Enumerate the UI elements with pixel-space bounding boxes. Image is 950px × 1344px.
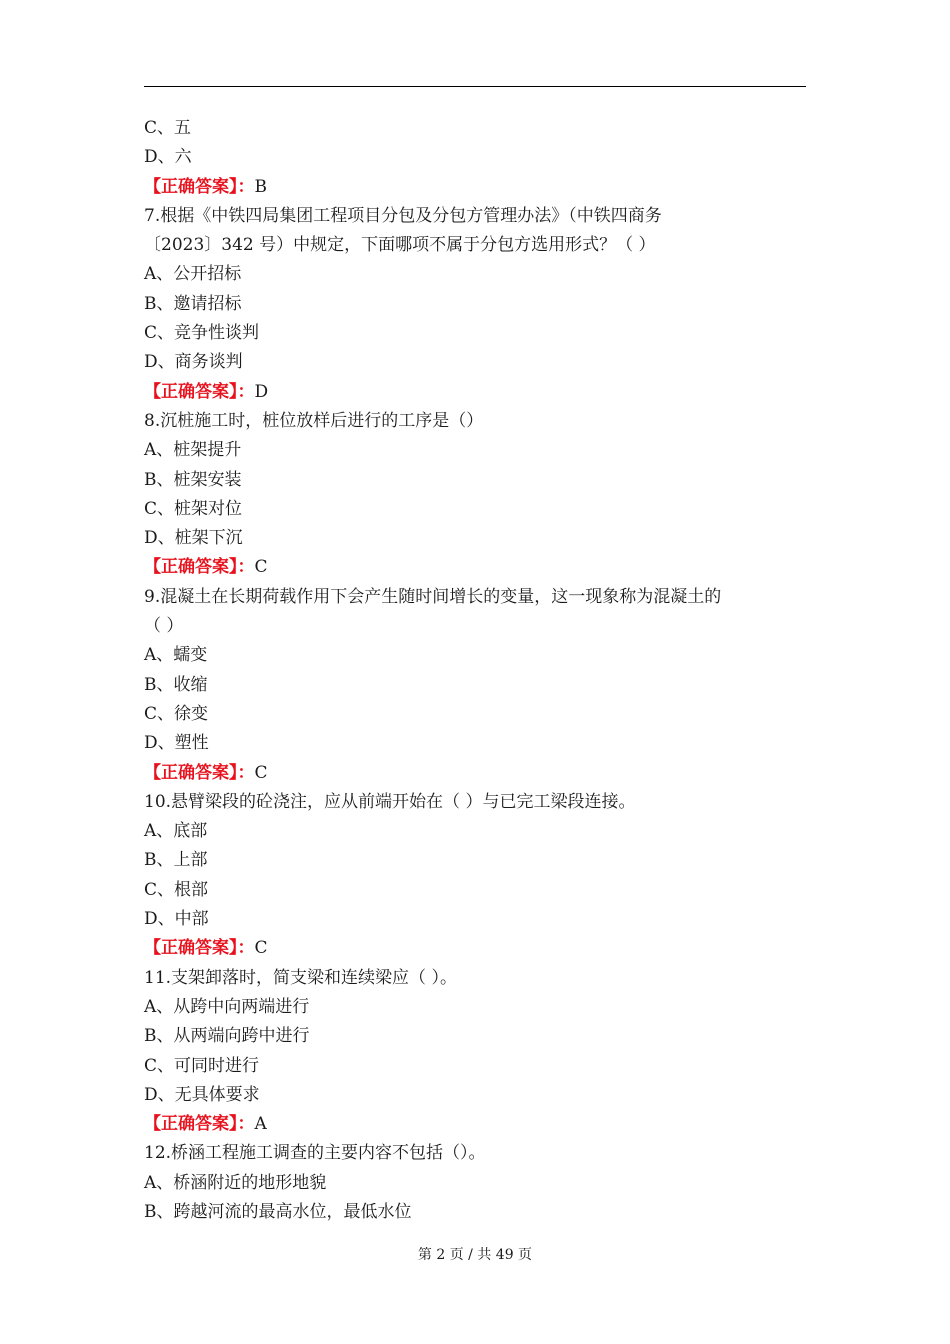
option-text: A、底部 — [144, 821, 208, 842]
option-text: C、竞争性谈判 — [144, 323, 260, 344]
page-footer: 第 2 页 / 共 49 页 — [417, 1247, 533, 1263]
option-text: C、桩架对位 — [144, 498, 243, 519]
option-text: D、中部 — [144, 909, 209, 930]
answer-label: 【正确答案】： — [144, 381, 255, 402]
answer-value: A — [254, 1114, 267, 1135]
question-text: 12.桥涵工程施工调查的主要内容不包括（）。 — [144, 1143, 486, 1164]
option-text: A、从跨中向两端进行 — [144, 996, 310, 1017]
answer-value: C — [254, 938, 268, 959]
option-text: B、收缩 — [144, 674, 208, 695]
option-text: B、邀请招标 — [144, 293, 242, 314]
question-text: 8.沉桩施工时，桩位放样后进行的工序是（） — [144, 410, 484, 431]
question-text: 11.支架卸落时，简支梁和连续梁应（ ）。 — [144, 967, 457, 988]
option-text: A、公开招标 — [144, 264, 242, 285]
answer-line — [144, 173, 806, 202]
answer-label: 【正确答案】： — [144, 1114, 255, 1135]
answer-label: 【正确答案】： — [144, 176, 255, 197]
question-text: 7.根据《中铁四局集团工程项目分包及分包方管理办法》（中铁四商务 — [144, 205, 662, 226]
option-text: C、可同时进行 — [144, 1055, 260, 1076]
option-text: C、徐变 — [144, 703, 209, 724]
answer-line — [144, 553, 806, 582]
answer-label: 【正确答案】： — [144, 557, 255, 578]
answer-line — [144, 378, 806, 407]
option-text: D、塑性 — [144, 733, 209, 754]
question-text: （ ） — [144, 616, 184, 637]
option-text: B、上部 — [144, 850, 208, 871]
question-text: 10.悬臂梁段的砼浇注，应从前端开始在（ ）与已完工梁段连接。 — [144, 791, 636, 812]
question-text: 9.混凝土在长期荷载作用下会产生随时间增长的变量，这一现象称为混凝土的 — [144, 586, 722, 607]
question-text: 〔2023〕342 号）中规定，下面哪项不属于分包方选用形式？（ ） — [144, 235, 656, 256]
answer-value: D — [254, 381, 269, 402]
option-text: A、桥涵附近的地形地貌 — [144, 1172, 327, 1193]
header-rule — [144, 86, 806, 87]
answer-value: C — [254, 557, 268, 578]
option-text: D、无具体要求 — [144, 1084, 260, 1105]
option-text: C、根部 — [144, 879, 209, 900]
answer-value: B — [254, 176, 267, 197]
option-text: B、跨越河流的最高水位，最低水位 — [144, 1201, 412, 1222]
option-text: B、从两端向跨中进行 — [144, 1026, 310, 1047]
option-text: D、桩架下沉 — [144, 528, 243, 549]
option-text: A、蠕变 — [144, 645, 208, 666]
answer-line — [144, 934, 806, 963]
option-text: C、五 — [144, 118, 192, 138]
answer-label: 【正确答案】： — [144, 938, 255, 959]
option-text: D、六 — [144, 147, 192, 168]
answer-line — [144, 759, 806, 788]
answer-value: C — [254, 762, 268, 783]
document-content — [144, 114, 806, 1227]
answer-label: 【正确答案】： — [144, 762, 255, 783]
option-text: A、桩架提升 — [144, 440, 242, 461]
option-text: B、桩架安装 — [144, 469, 242, 490]
answer-line — [144, 1110, 806, 1139]
option-text: D、商务谈判 — [144, 352, 243, 373]
